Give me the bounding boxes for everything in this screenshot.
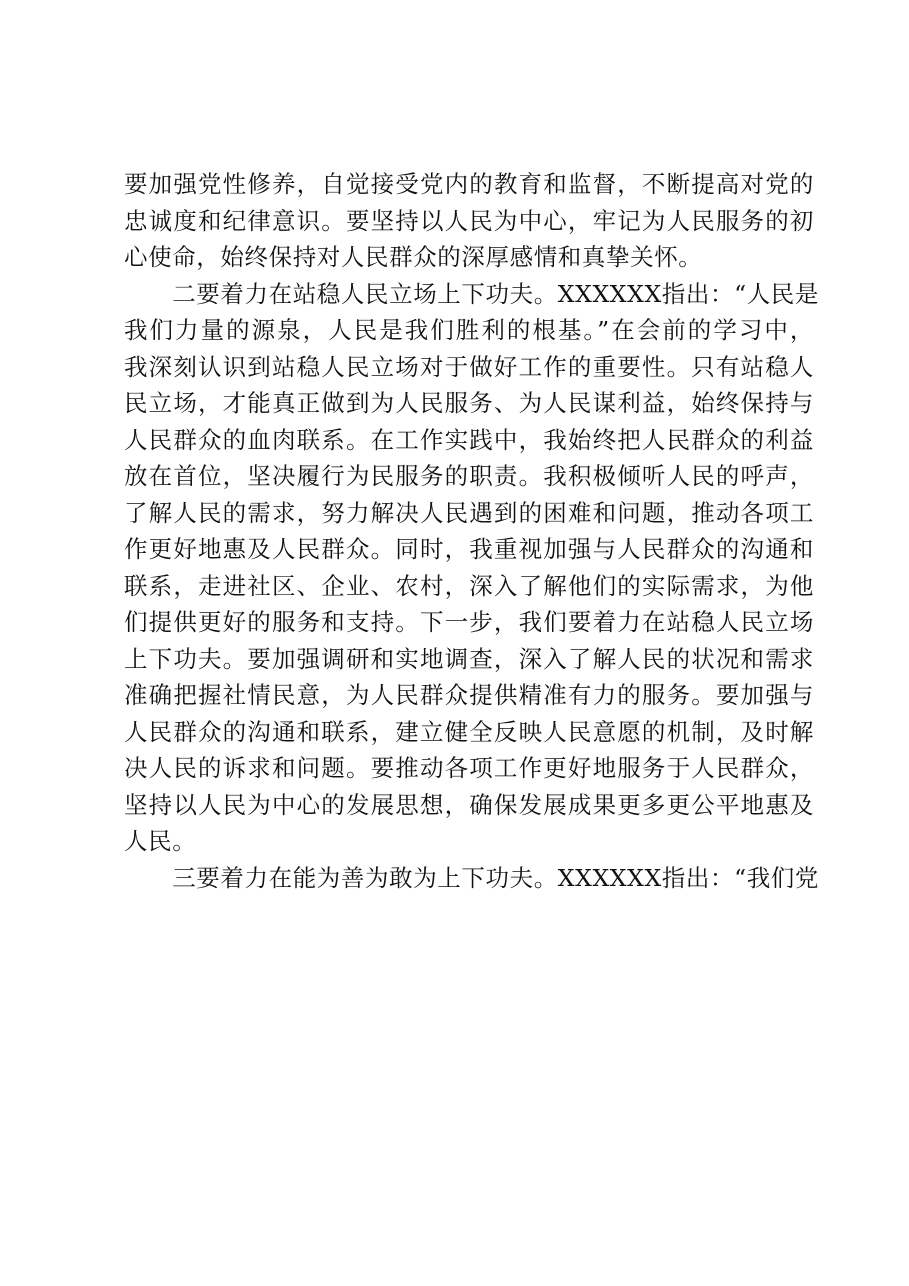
paragraph-start-line: 三要着力在能为善为敢为上下功夫。XXXXXX指出：“我们党: [124, 863, 819, 892]
text-line: 作更好地惠及人民群众。同时，我重视加强与人民群众的沟通和: [124, 535, 814, 563]
text-line: 放在首位，坚决履行为民服务的职责。我积极倾听人民的呼声，: [124, 462, 814, 490]
text-line: 人民群众的沟通和联系，建立健全反映人民意愿的机制，及时解: [124, 717, 814, 746]
text-line: 坚持以人民为中心的发展思想，确保发展成果更多更公平地惠及: [124, 790, 814, 819]
body-text: [124, 166, 819, 896]
text-line: 心使命，始终保持对人民群众的深厚感情和真挚关怀。: [124, 243, 703, 271]
text-line: 准确把握社情民意，为人民群众提供精准有力的服务。要加强与: [124, 681, 814, 709]
text-line: 决人民的诉求和问题。要推动各项工作更好地服务于人民群众，: [124, 754, 814, 782]
text-line: 了解人民的需求，努力解决人民遇到的困难和问题，推动各项工: [124, 498, 814, 527]
text-line: 民立场，才能真正做到为人民服务、为人民谋利益，始终保持与: [124, 389, 814, 417]
text-line: 我们力量的源泉，人民是我们胜利的根基。”在会前的学习中，: [124, 316, 814, 344]
text-line: 联系，走进社区、企业、农村，深入了解他们的实际需求，为他: [124, 571, 814, 600]
text-line: 们提供更好的服务和支持。下一步，我们要着力在站稳人民立场: [124, 608, 814, 636]
text-line: 上下功夫。要加强调研和实地调查，深入了解人民的状况和需求: [124, 644, 814, 673]
text-line: 人民。: [124, 827, 197, 855]
text-line: 人民群众的血肉联系。在工作实践中，我始终把人民群众的利益: [124, 425, 814, 454]
text-line: 我深刻认识到站稳人民立场对于做好工作的重要性。只有站稳人: [124, 352, 814, 381]
paragraph-start-line: 二要着力在站稳人民立场上下功夫。XXXXXX指出：“人民是: [124, 279, 819, 308]
text-line: 忠诚度和纪律意识。要坚持以人民为中心，牢记为人民服务的初: [124, 206, 814, 235]
text-line: 要加强党性修养，自觉接受党内的教育和监督，不断提高对党的: [124, 170, 814, 198]
